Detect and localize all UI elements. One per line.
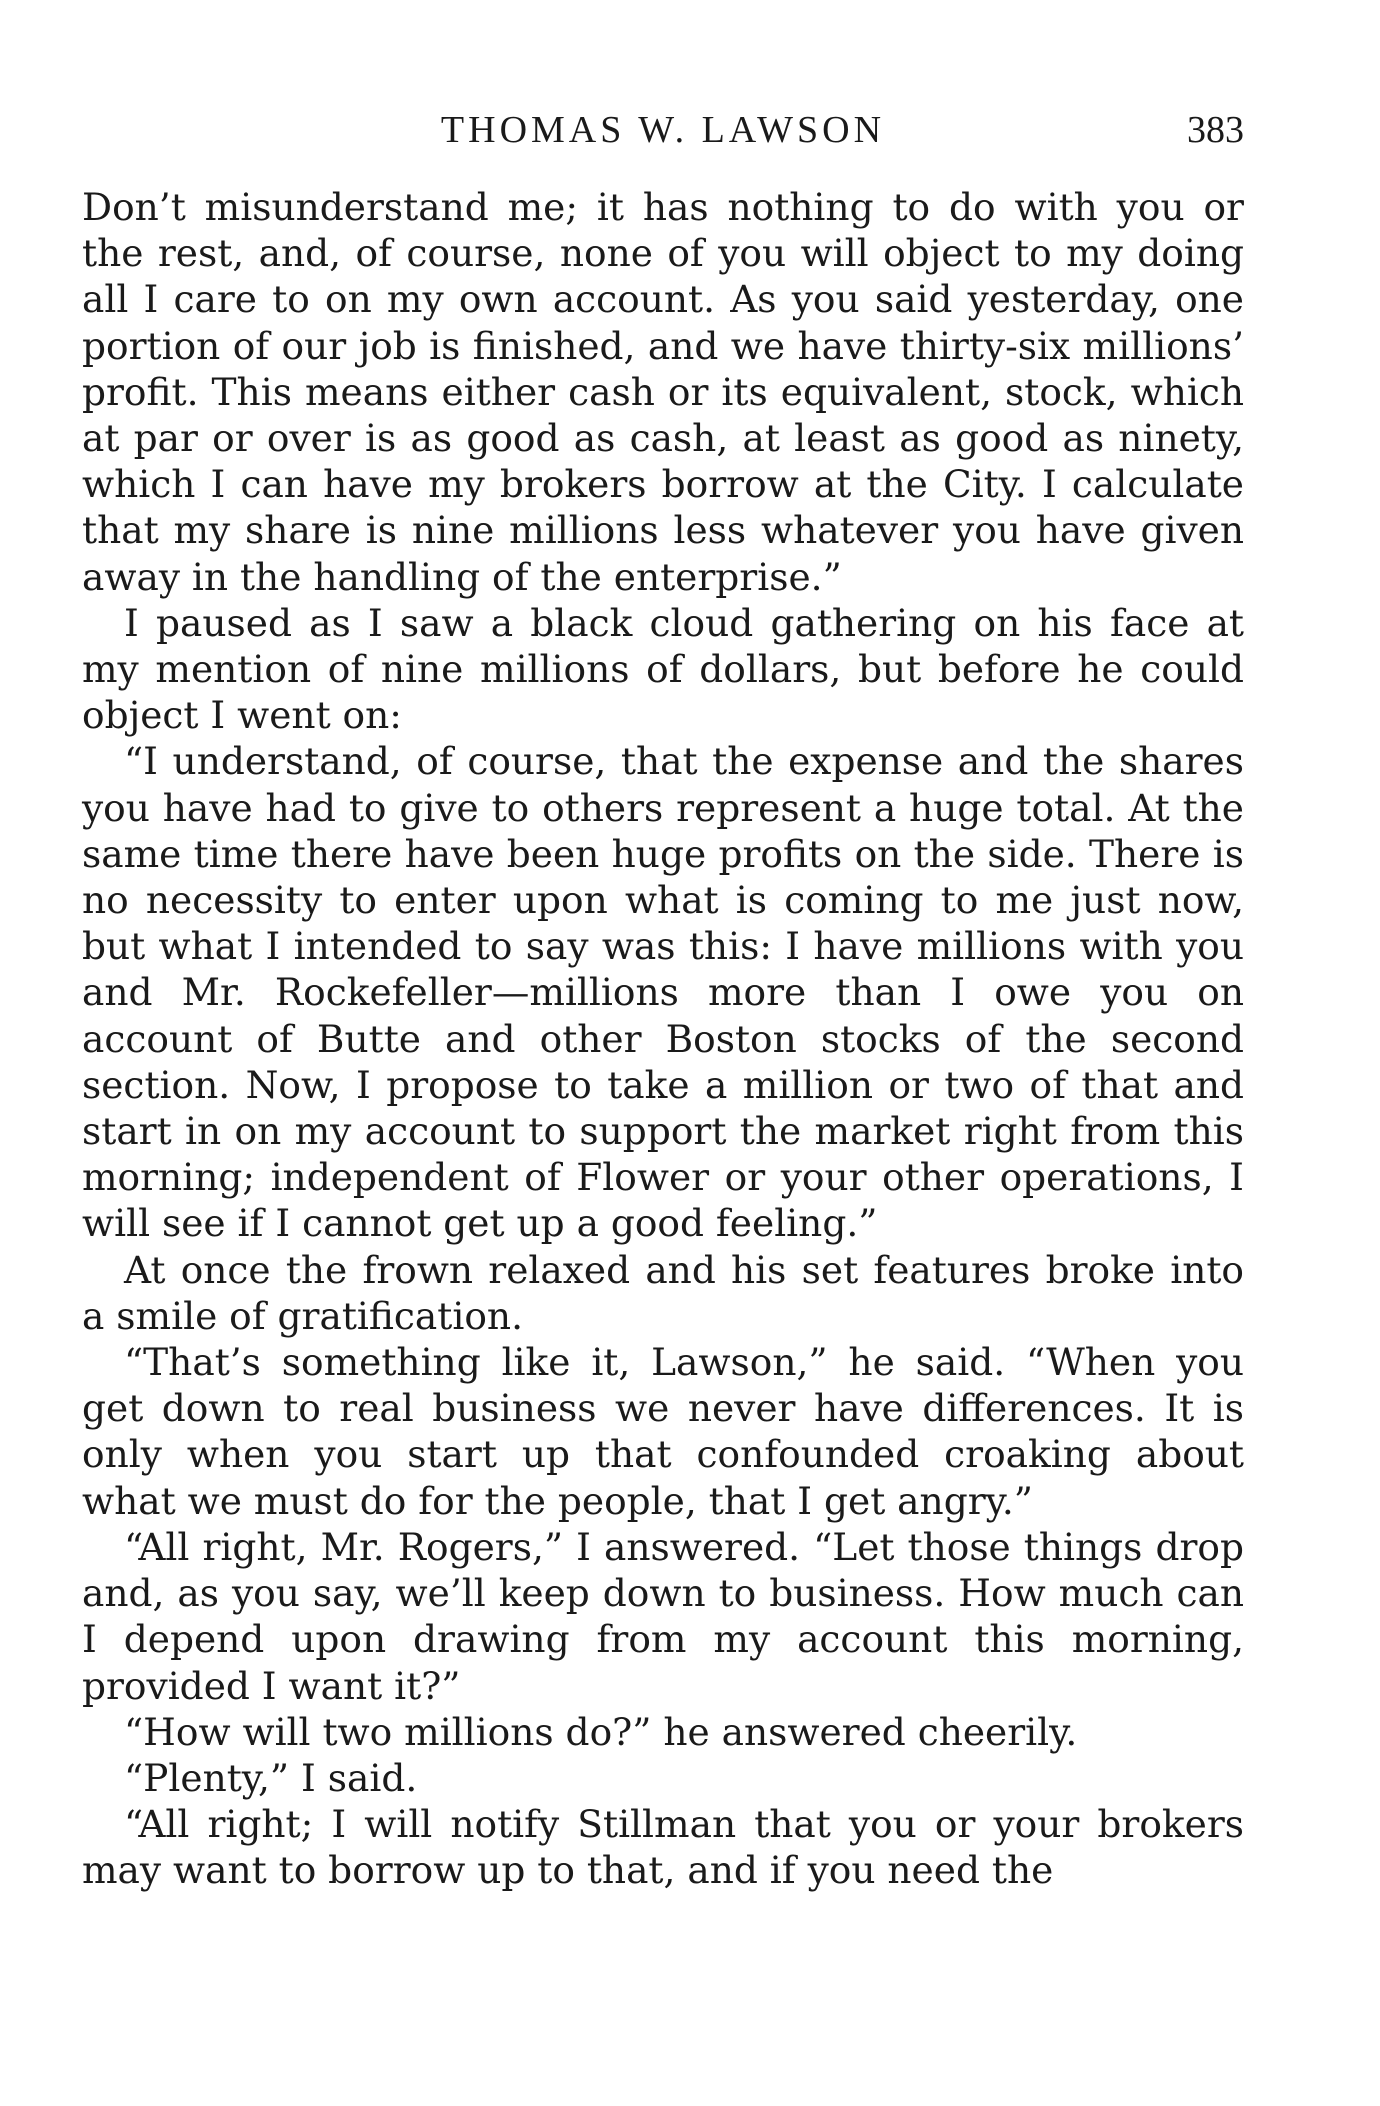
- paragraph: “Plenty,” I said.: [124, 1755, 418, 1800]
- body-text: [82, 184, 1244, 1894]
- book-page: [82, 90, 1244, 2050]
- paragraph: “All right; I will notify Stillman that you or your brokers may want to borrow up to that, and if you need the: [82, 1802, 1244, 1893]
- paragraph: “How will two millions do?” he answered cheerily.: [124, 1709, 1078, 1754]
- paragraph: “All right, Mr. Rogers,” I answered. “Let those things drop and, as you say, we’ll keep down to business. How much can I depend upon drawing from my account this morning, provided I want it?”: [82, 1524, 1244, 1708]
- paragraph: I paused as I saw a black cloud gathering on his face at my mention of nine millions of dollars, but before he could object I went on:: [82, 600, 1244, 738]
- page-number: 383: [1187, 109, 1244, 151]
- paragraph: “That’s something like it, Lawson,” he said. “When you get down to real business we never have differences. It is only when you start up that confounded croaking about what we must do for the people, that I get angry.”: [82, 1340, 1244, 1523]
- running-header: [82, 90, 1244, 170]
- paragraph: “I understand, of course, that the expense and the shares you have had to give to others represent a huge total. At the same time there have been huge profits on the side. There is no necessity to enter upon what is coming to me just now, but what I intended to say was this: I have millions with you and Mr. Rockefeller—millions more than I owe you on account of Butte and other Boston stocks of the second section. Now, I propose to take a million or two of that and start in on my account to support the market right from this morning; independent of Flower or your other operations, I will see if I cannot get up a good feeling.”: [82, 739, 1244, 1246]
- paragraph: At once the frown relaxed and his set features broke into a smile of gratification.: [82, 1247, 1244, 1338]
- paragraph-continuation: Don’t misunderstand me; it has nothing to do with you or the rest, and, of course, none of you will object to my doing all I care to on my own account. As you said yesterday, one portion of our job is finished, and we have thirty-six millions’ profit. This means either cash or its equivalent, stock, which at par or over is as good as cash, at least as good as ninety, which I can have my brokers borrow at the City. I calculate that my share is nine millions less whatever you have given away in the handling of the enterprise.”: [82, 185, 1244, 599]
- running-title: THOMAS W. LAWSON: [440, 109, 886, 151]
